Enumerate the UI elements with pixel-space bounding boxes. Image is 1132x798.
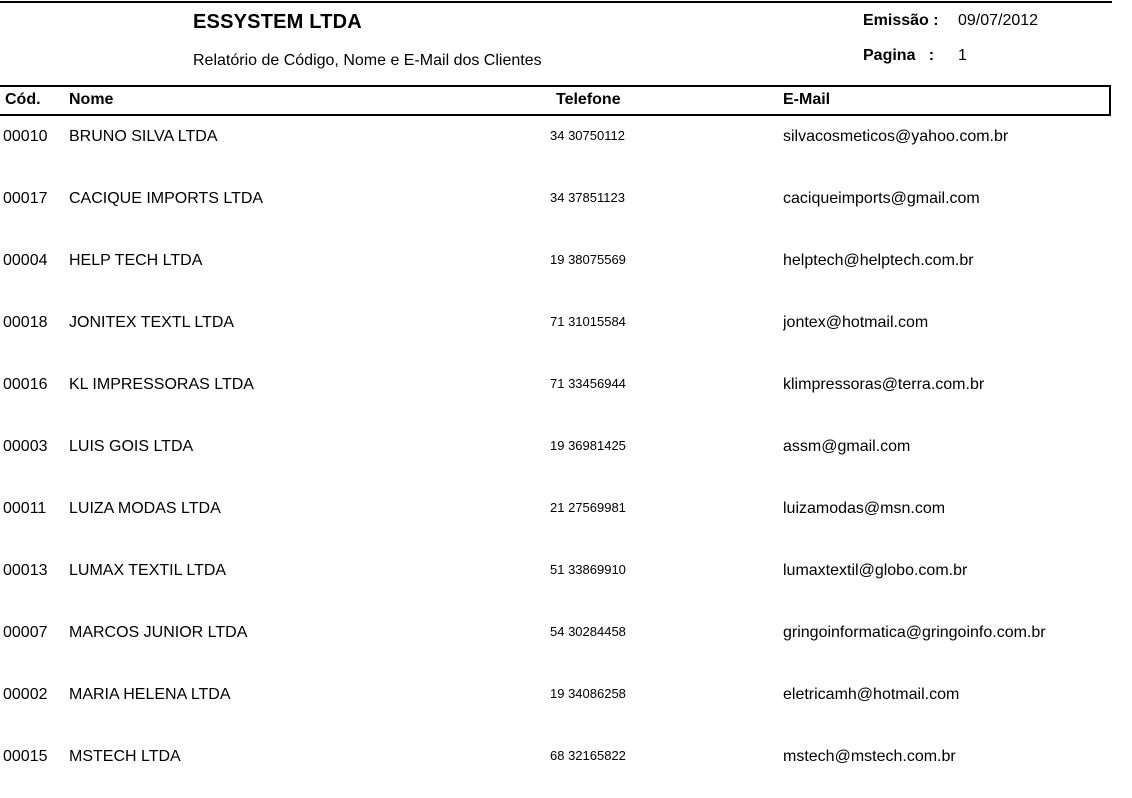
client-name: CACIQUE IMPORTS LTDA: [69, 190, 264, 207]
client-email: gringoinformatica@gringoinfo.com.br: [783, 624, 1046, 641]
client-email: klimpressoras@terra.com.br: [783, 376, 985, 393]
client-name: KL IMPRESSORAS LTDA: [69, 376, 254, 393]
client-phone: 71 31015584: [550, 314, 626, 329]
header-phone: Telefone: [556, 91, 621, 108]
client-table-body: [0, 116, 1132, 798]
client-code: 00016: [3, 376, 48, 393]
client-phone: 19 36981425: [550, 438, 626, 453]
client-name: MSTECH LTDA: [69, 748, 181, 765]
client-code: 00010: [3, 128, 48, 145]
client-name: LUIS GOIS LTDA: [69, 438, 194, 455]
client-email: assm@gmail.com: [783, 438, 911, 455]
client-name: BRUNO SILVA LTDA: [69, 128, 218, 145]
client-email: jontex@hotmail.com: [783, 314, 929, 331]
table-row: [0, 612, 1132, 674]
client-code: 00002: [3, 686, 48, 703]
client-code: 00013: [3, 562, 48, 579]
client-email: mstech@mstech.com.br: [783, 748, 956, 765]
client-phone: 34 30750112: [550, 128, 625, 143]
client-phone: 19 38075569: [550, 252, 626, 267]
client-code: 00017: [3, 190, 48, 207]
header-name: Nome: [69, 91, 114, 108]
table-row: [0, 364, 1132, 426]
client-phone: 54 30284458: [550, 624, 626, 639]
client-phone: 19 34086258: [550, 686, 626, 701]
client-phone: 34 37851123: [550, 190, 625, 205]
page-value: 1: [958, 47, 967, 64]
client-email: caciqueimports@gmail.com: [783, 190, 980, 207]
client-email: eletricamh@hotmail.com: [783, 686, 960, 703]
client-email: silvacosmeticos@yahoo.com.br: [783, 128, 1009, 145]
client-phone: 68 32165822: [550, 748, 626, 763]
table-row: [0, 550, 1132, 612]
client-name: MARIA HELENA LTDA: [69, 686, 231, 703]
header-code: Cód.: [5, 91, 41, 108]
report-subtitle: Relatório de Código, Nome e E-Mail dos Clientes: [193, 52, 542, 69]
client-phone: 51 33869910: [550, 562, 626, 577]
table-row: [0, 116, 1132, 178]
company-name: ESSYSTEM LTDA: [193, 11, 362, 33]
client-code: 00004: [3, 252, 48, 269]
client-name: MARCOS JUNIOR LTDA: [69, 624, 248, 641]
client-name: HELP TECH LTDA: [69, 252, 203, 269]
client-name: JONITEX TEXTL LTDA: [69, 314, 235, 331]
table-row: [0, 302, 1132, 364]
client-code: 00011: [3, 500, 47, 517]
emission-value: 09/07/2012: [958, 12, 1039, 29]
table-row: [0, 426, 1132, 488]
client-phone: 71 33456944: [550, 376, 626, 391]
client-code: 00003: [3, 438, 48, 455]
client-name: LUIZA MODAS LTDA: [69, 500, 221, 517]
table-row: [0, 178, 1132, 240]
table-row: [0, 674, 1132, 736]
client-code: 00018: [3, 314, 48, 331]
client-code: 00015: [3, 748, 48, 765]
top-rule: [0, 1, 1112, 3]
header-email: E-Mail: [783, 91, 831, 108]
client-email: luizamodas@msn.com: [783, 500, 946, 517]
emission-label: Emissão :: [863, 12, 939, 29]
table-row: [0, 488, 1132, 550]
table-row: [0, 736, 1132, 798]
client-code: 00007: [3, 624, 48, 641]
client-email: helptech@helptech.com.br: [783, 252, 974, 269]
page-label: Pagina :: [863, 47, 935, 64]
table-row: [0, 240, 1132, 302]
client-name: LUMAX TEXTIL LTDA: [69, 562, 227, 579]
client-email: lumaxtextil@globo.com.br: [783, 562, 968, 579]
client-phone: 21 27569981: [550, 500, 626, 515]
